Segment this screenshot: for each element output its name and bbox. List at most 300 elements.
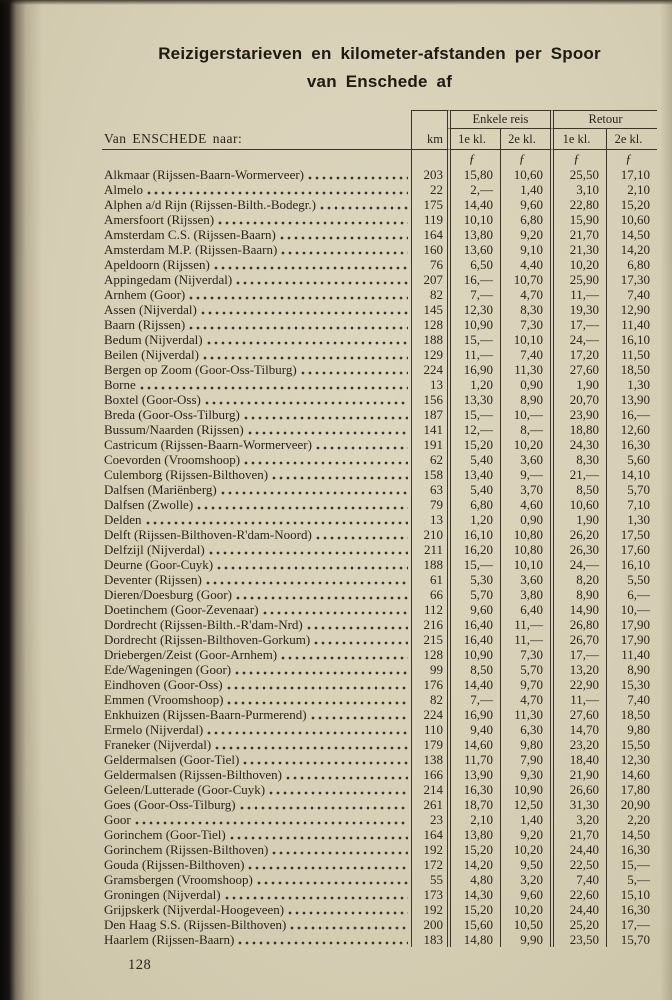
destination-cell <box>102 572 411 587</box>
destination-cell <box>102 392 411 407</box>
currency-symbol: ƒ <box>606 150 657 167</box>
return-2nd-class-fare: 7,10 <box>606 497 657 512</box>
destination-cell <box>102 557 411 572</box>
return-2nd-class-fare: 17,60 <box>606 542 657 557</box>
return-2nd-class-fare: 15,50 <box>606 737 657 752</box>
dot-leader <box>147 186 408 196</box>
return-1st-class-fare: 13,20 <box>550 662 606 677</box>
single-2nd-class-fare: 4,40 <box>500 257 550 272</box>
book-gutter-shadow <box>0 0 42 1000</box>
km-value: 207 <box>411 272 447 287</box>
dot-leader <box>288 906 408 916</box>
destination-label: Eindhoven (Goor-Oss) <box>104 677 223 692</box>
km-value: 187 <box>411 407 447 422</box>
dot-leader <box>307 621 408 631</box>
destination-label: Emmen (Vroomshoop) <box>104 692 224 707</box>
dot-leader <box>281 651 408 661</box>
table-column-header-row <box>102 129 657 150</box>
single-1st-class-fare: 5,40 <box>447 482 500 497</box>
return-2nd-class-fare: 16,10 <box>606 557 657 572</box>
return-2nd-class-fare: 11,40 <box>606 317 657 332</box>
return-2nd-class-fare: 17,50 <box>606 527 657 542</box>
table-row <box>102 737 657 752</box>
return-1st-class-fare: 21,90 <box>550 767 606 782</box>
single-2nd-class-fare: 10,20 <box>500 437 550 452</box>
table-row <box>102 677 657 692</box>
return-2nd-class-fare: 17,30 <box>606 272 657 287</box>
table-row <box>102 932 657 947</box>
destination-cell <box>102 722 411 737</box>
destination-label: Borne <box>104 377 136 392</box>
currency-symbol: ƒ <box>550 150 606 167</box>
km-value: 66 <box>411 587 447 602</box>
return-1st-class-fare: 26,70 <box>550 632 606 647</box>
table-row <box>102 587 657 602</box>
return-2nd-class-fare: 1,30 <box>606 377 657 392</box>
table-row <box>102 692 657 707</box>
dot-leader <box>244 456 408 466</box>
return-1st-class-fare: 8,50 <box>550 482 606 497</box>
destination-cell <box>102 377 411 392</box>
destination-label: Driebergen/Zeist (Goor-Arnhem) <box>104 647 278 662</box>
single-1st-class-fare: 10,90 <box>447 317 500 332</box>
table-row <box>102 797 657 812</box>
return-1st-class-fare: 15,90 <box>550 212 606 227</box>
return-1st-class-fare: 26,20 <box>550 527 606 542</box>
km-value: 119 <box>411 212 447 227</box>
single-2nd-class-fare: 5,70 <box>500 662 550 677</box>
return-2nd-class-fare: 20,90 <box>606 797 657 812</box>
dot-leader <box>215 741 408 751</box>
single-2nd-class-fare: 9,30 <box>500 767 550 782</box>
destination-cell <box>102 812 411 827</box>
return-2nd-class-fare: 18,50 <box>606 707 657 722</box>
single-2nd-class-fare: 9,10 <box>500 242 550 257</box>
single-1st-class-fare: 13,60 <box>447 242 500 257</box>
title-line-2: van Enschede af <box>306 72 453 91</box>
table-row <box>102 752 657 767</box>
destination-cell <box>102 497 411 512</box>
dot-leader <box>316 531 408 541</box>
single-2nd-class-fare: 11,— <box>500 617 550 632</box>
km-value: 22 <box>411 182 447 197</box>
destination-label: Beilen (Nijverdal) <box>104 347 199 362</box>
km-value: 164 <box>411 827 447 842</box>
return-1st-class-fare: 24,— <box>550 557 606 572</box>
destination-label: Gorinchem (Goor-Tiel) <box>104 827 226 842</box>
return-1st-class-fare: 27,60 <box>550 707 606 722</box>
single-2nd-class-fare: 10,90 <box>500 782 550 797</box>
return-2nd-class-fare: 6,— <box>606 587 657 602</box>
group-header-spacer <box>102 110 411 129</box>
return-1st-class-fare: 26,80 <box>550 617 606 632</box>
single-1st-class-fare: 14,60 <box>447 737 500 752</box>
fare-table-body <box>102 167 657 947</box>
single-2nd-class-fare: 7,40 <box>500 347 550 362</box>
dot-leader <box>205 396 408 406</box>
destination-cell <box>102 647 411 662</box>
currency-symbol: ƒ <box>447 150 500 167</box>
return-1st-class-fare: 3,20 <box>550 812 606 827</box>
km-value: 76 <box>411 257 447 272</box>
destination-label: Gouda (Rijssen-Bilthoven) <box>104 857 245 872</box>
dot-leader <box>244 411 408 421</box>
single-1st-class-fare: 13,80 <box>447 227 500 242</box>
destination-label: Amsterdam C.S. (Rijssen-Baarn) <box>104 227 276 242</box>
km-value: 55 <box>411 872 447 887</box>
return-1st-class-fare: 26,30 <box>550 542 606 557</box>
single-2nd-class-fare: 9,70 <box>500 677 550 692</box>
table-row <box>102 272 657 287</box>
km-value: 175 <box>411 197 447 212</box>
single-1st-class-fare: 13,90 <box>447 767 500 782</box>
table-row <box>102 512 657 527</box>
return-1st-class-fare: 21,70 <box>550 827 606 842</box>
dot-leader <box>272 846 408 856</box>
destination-cell <box>102 587 411 602</box>
km-value: 166 <box>411 767 447 782</box>
dot-leader <box>248 861 408 871</box>
dot-leader <box>225 891 408 901</box>
destination-label: Dieren/Doesburg (Goor) <box>104 587 232 602</box>
single-2nd-class-fare: 10,60 <box>500 167 550 182</box>
destination-cell <box>102 542 411 557</box>
destination-cell <box>102 662 411 677</box>
single-2nd-class-fare: 10,50 <box>500 917 550 932</box>
table-row <box>102 662 657 677</box>
table-row <box>102 242 657 257</box>
destination-label: Culemborg (Rijssen-Bilthoven) <box>104 467 269 482</box>
single-2nd-class-fare: 1,40 <box>500 812 550 827</box>
currency-row-spacer <box>102 150 411 167</box>
destination-label: Dalfsen (Zwolle) <box>104 497 194 512</box>
destination-cell <box>102 797 411 812</box>
single-1st-class-fare: 15,— <box>447 557 500 572</box>
destination-cell <box>102 782 411 797</box>
return-2nd-class-fare: 10,— <box>606 602 657 617</box>
return-2nd-class-fare: 15,20 <box>606 197 657 212</box>
single-1st-class-fare: 11,70 <box>447 752 500 767</box>
destination-label: Goes (Goor-Oss-Tilburg) <box>104 797 236 812</box>
destination-cell <box>102 182 411 197</box>
single-2nd-class-fare: 10,70 <box>500 272 550 287</box>
km-value: 13 <box>411 512 447 527</box>
single-1st-class-header: 1e kl. <box>447 129 500 150</box>
single-2nd-class-fare: 12,50 <box>500 797 550 812</box>
return-1st-class-fare: 11,— <box>550 287 606 302</box>
single-2nd-class-fare: 6,40 <box>500 602 550 617</box>
km-value: 112 <box>411 602 447 617</box>
single-2nd-class-fare: 8,90 <box>500 392 550 407</box>
km-value: 203 <box>411 167 447 182</box>
destination-cell <box>102 437 411 452</box>
return-2nd-class-fare: 11,40 <box>606 647 657 662</box>
destination-label: Castricum (Rijssen-Baarn-Wormerveer) <box>104 437 312 452</box>
return-2nd-class-fare: 7,40 <box>606 692 657 707</box>
dot-leader <box>269 786 408 796</box>
destination-label: Enkhuizen (Rijssen-Baarn-Purmerend) <box>104 707 307 722</box>
table-row <box>102 497 657 512</box>
page-title <box>102 40 657 96</box>
table-row <box>102 527 657 542</box>
table-row <box>102 917 657 932</box>
single-1st-class-fare: 16,40 <box>447 617 500 632</box>
km-value: 183 <box>411 932 447 947</box>
single-1st-class-fare: 15,80 <box>447 167 500 182</box>
single-1st-class-fare: 16,30 <box>447 782 500 797</box>
dot-leader <box>214 261 408 271</box>
return-1st-class-fare: 22,50 <box>550 857 606 872</box>
return-1st-class-fare: 20,70 <box>550 392 606 407</box>
single-2nd-class-fare: 8,— <box>500 422 550 437</box>
dot-leader <box>189 321 408 331</box>
table-row <box>102 602 657 617</box>
destination-label: Geldermalsen (Rijssen-Bilthoven) <box>104 767 282 782</box>
return-2nd-class-fare: 9,80 <box>606 722 657 737</box>
km-value: 141 <box>411 422 447 437</box>
destination-label: Gramsbergen (Vroomshoop) <box>104 872 253 887</box>
single-2nd-class-fare: 3,60 <box>500 572 550 587</box>
destination-cell <box>102 197 411 212</box>
single-1st-class-fare: 2,— <box>447 182 500 197</box>
currency-row-km-spacer <box>411 150 447 167</box>
table-row <box>102 332 657 347</box>
destination-label: Franeker (Nijverdal) <box>104 737 212 752</box>
destination-label: Doetinchem (Goor-Zevenaar) <box>104 602 259 617</box>
dot-leader <box>314 636 408 646</box>
km-value: 224 <box>411 362 447 377</box>
destination-label: Delden <box>104 512 142 527</box>
dot-leader <box>316 441 408 451</box>
table-row <box>102 887 657 902</box>
single-2nd-class-fare: 8,30 <box>500 302 550 317</box>
destination-cell <box>102 902 411 917</box>
km-value: 63 <box>411 482 447 497</box>
single-2nd-class-fare: 7,30 <box>500 647 550 662</box>
destination-cell <box>102 827 411 842</box>
return-1st-class-fare: 1,90 <box>550 512 606 527</box>
dot-leader <box>235 666 408 676</box>
single-2nd-class-fare: 11,30 <box>500 362 550 377</box>
return-1st-class-fare: 24,40 <box>550 842 606 857</box>
destination-label: Ede/Wageningen (Goor) <box>104 662 232 677</box>
table-row <box>102 647 657 662</box>
return-1st-class-fare: 14,70 <box>550 722 606 737</box>
table-row <box>102 302 657 317</box>
destination-label: Arnhem (Goor) <box>104 287 186 302</box>
single-2nd-class-fare: 9,60 <box>500 887 550 902</box>
destination-cell <box>102 842 411 857</box>
destination-cell <box>102 422 411 437</box>
return-2nd-class-fare: 10,60 <box>606 212 657 227</box>
destination-label: Haarlem (Rijssen-Baarn) <box>104 932 235 947</box>
destination-label: Baarn (Rijssen) <box>104 317 186 332</box>
return-2nd-class-fare: 2,10 <box>606 182 657 197</box>
single-1st-class-fare: 15,— <box>447 407 500 422</box>
single-2nd-class-fare: 3,20 <box>500 872 550 887</box>
dot-leader <box>135 816 408 826</box>
dot-leader <box>281 246 408 256</box>
dot-leader <box>301 366 408 376</box>
km-value: 188 <box>411 557 447 572</box>
destination-label: Apeldoorn (Rijssen) <box>104 257 210 272</box>
single-2nd-class-fare: 7,30 <box>500 317 550 332</box>
destination-cell <box>102 317 411 332</box>
page-content <box>102 0 657 947</box>
return-2nd-class-fare: 7,40 <box>606 287 657 302</box>
km-value: 110 <box>411 722 447 737</box>
return-2nd-class-fare: 16,30 <box>606 437 657 452</box>
destination-label: Bussum/Naarden (Rijssen) <box>104 422 244 437</box>
dot-leader <box>203 351 408 361</box>
destination-label: Boxtel (Goor-Oss) <box>104 392 201 407</box>
return-2nd-class-fare: 5,— <box>606 872 657 887</box>
table-row <box>102 902 657 917</box>
single-1st-class-fare: 5,30 <box>447 572 500 587</box>
km-value: 176 <box>411 677 447 692</box>
destination-label: Delfzijl (Nijverdal) <box>104 542 205 557</box>
return-2nd-class-fare: 12,30 <box>606 752 657 767</box>
single-1st-class-fare: 18,70 <box>447 797 500 812</box>
single-2nd-class-fare: 0,90 <box>500 512 550 527</box>
destination-label: Grijpskerk (Nijverdal-Hoogeveen) <box>104 902 285 917</box>
table-row <box>102 437 657 452</box>
single-1st-class-fare: 16,10 <box>447 527 500 542</box>
single-1st-class-fare: 6,50 <box>447 257 500 272</box>
table-row <box>102 557 657 572</box>
table-row <box>102 182 657 197</box>
destination-cell <box>102 482 411 497</box>
table-row <box>102 452 657 467</box>
return-2nd-class-fare: 12,90 <box>606 302 657 317</box>
destination-label: Amsterdam M.P. (Rijssen-Baarn) <box>104 242 278 257</box>
dot-leader <box>238 936 408 946</box>
single-1st-class-fare: 11,— <box>447 347 500 362</box>
single-2nd-class-fare: 9,80 <box>500 737 550 752</box>
destination-label: Geldermalsen (Goor-Tiel) <box>104 752 240 767</box>
return-2nd-class-fare: 12,60 <box>606 422 657 437</box>
single-1st-class-fare: 14,30 <box>447 887 500 902</box>
km-value: 138 <box>411 752 447 767</box>
page-number: 128 <box>128 957 152 973</box>
destination-label: Dalfsen (Mariënberg) <box>104 482 217 497</box>
dot-leader <box>209 546 408 556</box>
destination-cell <box>102 227 411 242</box>
km-header-spacer <box>411 110 447 129</box>
table-row <box>102 767 657 782</box>
return-1st-class-fare: 25,20 <box>550 917 606 932</box>
destination-label: Ermelo (Nijverdal) <box>104 722 204 737</box>
destination-cell <box>102 917 411 932</box>
return-1st-class-fare: 23,20 <box>550 737 606 752</box>
destination-label: Dordrecht (Rijssen-Bilthoven-Gorkum) <box>104 632 311 647</box>
single-1st-class-fare: 14,20 <box>447 857 500 872</box>
return-2nd-class-fare: 14,10 <box>606 467 657 482</box>
km-value: 99 <box>411 662 447 677</box>
return-2nd-class-fare: 16,— <box>606 407 657 422</box>
return-1st-class-fare: 8,90 <box>550 587 606 602</box>
dot-leader <box>236 276 408 286</box>
km-value: 191 <box>411 437 447 452</box>
return-1st-class-fare: 14,90 <box>550 602 606 617</box>
dot-leader <box>140 381 408 391</box>
km-value: 62 <box>411 452 447 467</box>
return-2nd-class-fare: 13,90 <box>606 392 657 407</box>
single-1st-class-fare: 6,80 <box>447 497 500 512</box>
destination-label: Alphen a/d Rijn (Rijssen-Bilth.-Bodegr.) <box>104 197 316 212</box>
dot-leader <box>217 561 408 571</box>
dot-leader <box>206 576 408 586</box>
return-2nd-class-fare: 14,50 <box>606 227 657 242</box>
table-row <box>102 167 657 182</box>
return-1st-class-fare: 17,— <box>550 317 606 332</box>
single-1st-class-fare: 5,70 <box>447 587 500 602</box>
destination-cell <box>102 527 411 542</box>
return-1st-class-fare: 22,80 <box>550 197 606 212</box>
km-value: 200 <box>411 917 447 932</box>
return-1st-class-fare: 21,70 <box>550 227 606 242</box>
table-row <box>102 707 657 722</box>
single-2nd-class-fare: 6,30 <box>500 722 550 737</box>
km-header: km <box>411 129 447 150</box>
table-row <box>102 722 657 737</box>
return-2nd-class-fare: 2,20 <box>606 812 657 827</box>
destination-cell <box>102 932 411 947</box>
destination-cell <box>102 212 411 227</box>
table-row <box>102 872 657 887</box>
dot-leader <box>311 711 408 721</box>
destination-cell <box>102 632 411 647</box>
destination-label: Gorinchem (Rijssen-Bilthoven) <box>104 842 269 857</box>
destination-cell <box>102 872 411 887</box>
return-2nd-class-fare: 16,30 <box>606 902 657 917</box>
destination-cell <box>102 347 411 362</box>
single-1st-class-fare: 1,20 <box>447 512 500 527</box>
table-row <box>102 782 657 797</box>
fare-table <box>102 110 657 947</box>
return-1st-class-fare: 17,20 <box>550 347 606 362</box>
single-1st-class-fare: 13,40 <box>447 467 500 482</box>
dot-leader <box>243 756 408 766</box>
destination-cell <box>102 287 411 302</box>
single-2nd-class-fare: 10,— <box>500 407 550 422</box>
single-1st-class-fare: 10,10 <box>447 212 500 227</box>
return-1st-class-fare: 3,10 <box>550 182 606 197</box>
return-1st-class-fare: 24,40 <box>550 902 606 917</box>
return-2nd-class-fare: 16,30 <box>606 842 657 857</box>
return-2nd-class-fare: 14,50 <box>606 827 657 842</box>
return-1st-class-fare: 31,30 <box>550 797 606 812</box>
destination-label: Almelo <box>104 182 143 197</box>
single-1st-class-fare: 9,40 <box>447 722 500 737</box>
single-1st-class-fare: 12,— <box>447 422 500 437</box>
return-1st-class-fare: 24,30 <box>550 437 606 452</box>
single-1st-class-fare: 15,20 <box>447 842 500 857</box>
destination-cell <box>102 467 411 482</box>
single-2nd-class-fare: 4,70 <box>500 692 550 707</box>
single-2nd-class-fare: 4,70 <box>500 287 550 302</box>
single-2nd-class-fare: 10,10 <box>500 557 550 572</box>
title-line-1: Reizigerstarieven en kilometer-afstanden per Spoor <box>158 44 601 63</box>
table-group-header-row <box>102 110 657 129</box>
return-1st-class-fare: 10,60 <box>550 497 606 512</box>
destination-label: Deventer (Rijssen) <box>104 572 202 587</box>
single-1st-class-fare: 5,40 <box>447 452 500 467</box>
single-1st-class-fare: 1,20 <box>447 377 500 392</box>
single-1st-class-fare: 7,— <box>447 692 500 707</box>
km-value: 192 <box>411 902 447 917</box>
return-2nd-class-fare: 15,10 <box>606 887 657 902</box>
